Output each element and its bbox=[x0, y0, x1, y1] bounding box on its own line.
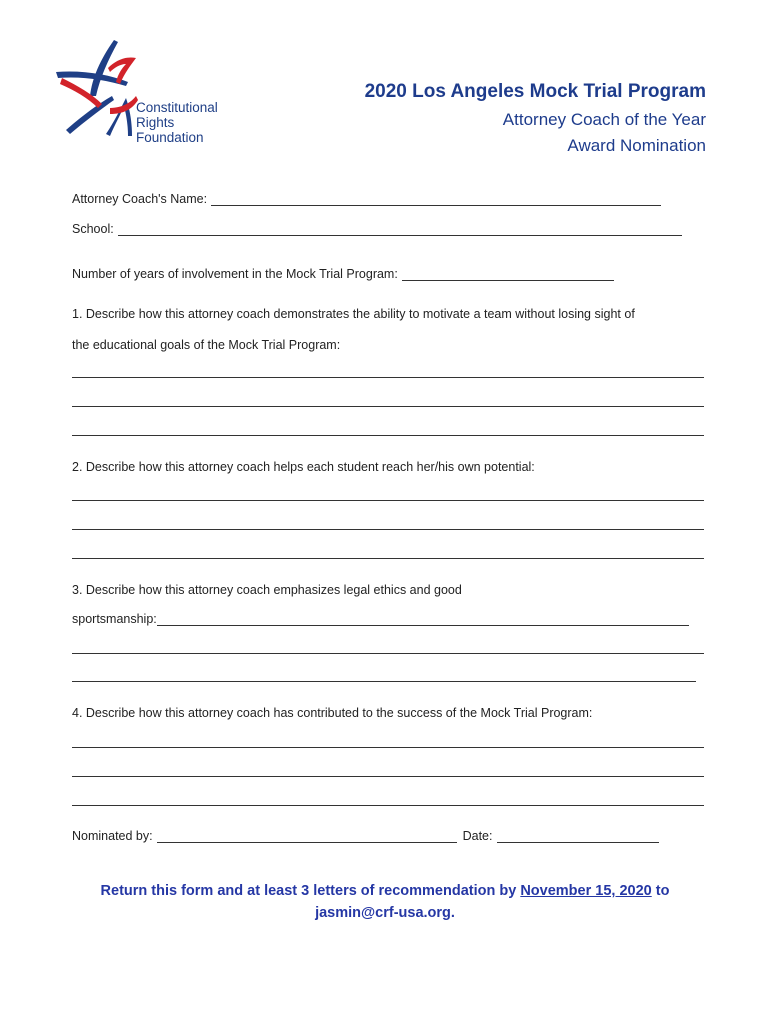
question-1-line-2: the educational goals of the Mock Trial Program: bbox=[72, 338, 341, 352]
answer-2-line-1[interactable] bbox=[72, 500, 704, 501]
nominated-by-label: Nominated by: bbox=[72, 829, 153, 843]
coach-name-field[interactable] bbox=[211, 193, 661, 206]
date-label: Date: bbox=[462, 829, 493, 843]
answer-2-line-2[interactable] bbox=[72, 529, 704, 530]
answer-3-line-3[interactable] bbox=[72, 681, 696, 682]
answer-4-line-3[interactable] bbox=[72, 805, 704, 806]
answer-3-line-1[interactable] bbox=[157, 613, 689, 626]
nominated-by-field[interactable] bbox=[157, 830, 457, 843]
answer-1-line-1[interactable] bbox=[72, 377, 704, 378]
school-label: School: bbox=[72, 222, 114, 236]
question-3-row bbox=[72, 612, 689, 626]
years-label: Number of years of involvement in the Mock Trial Program: bbox=[72, 267, 398, 281]
question-4: 4. Describe how this attorney coach has contributed to the success of the Mock Trial Program: bbox=[72, 706, 593, 720]
answer-1-line-2[interactable] bbox=[72, 406, 704, 407]
question-3-line-1: 3. Describe how this attorney coach emphasizes legal ethics and good bbox=[72, 583, 462, 597]
logo-line-3: Foundation bbox=[136, 130, 204, 145]
footer-text-after: to bbox=[655, 883, 670, 899]
school-row bbox=[72, 222, 682, 236]
page-title: 2020 Los Angeles Mock Trial Program bbox=[364, 81, 706, 102]
years-field[interactable] bbox=[402, 268, 614, 281]
page-subtitle-1: Attorney Coach of the Year bbox=[502, 110, 706, 129]
answer-4-line-2[interactable] bbox=[72, 776, 704, 777]
logo-line-2: Rights bbox=[136, 115, 175, 130]
footer-instructions bbox=[0, 880, 770, 924]
years-row bbox=[72, 267, 614, 281]
question-3-line-2: sportsmanship: bbox=[72, 612, 157, 626]
footer-email[interactable]: jasmin@crf-usa.org. bbox=[315, 905, 455, 921]
question-1-line-1: 1. Describe how this attorney coach demonstrates the ability to motivate a team without losing sight of bbox=[72, 307, 635, 321]
answer-2-line-3[interactable] bbox=[72, 558, 704, 559]
school-field[interactable] bbox=[118, 223, 682, 236]
logo-line-1: Constitutional bbox=[136, 100, 218, 115]
title-block bbox=[365, 80, 706, 159]
coach-name-row bbox=[72, 192, 661, 206]
footer-text-before: Return this form and at least 3 letters of recommendation by bbox=[100, 883, 517, 899]
answer-3-line-2[interactable] bbox=[72, 653, 704, 654]
page-subtitle-2: Award Nomination bbox=[567, 136, 706, 155]
date-field[interactable] bbox=[497, 830, 659, 843]
answer-4-line-1[interactable] bbox=[72, 747, 704, 748]
nominated-by-row bbox=[72, 829, 659, 843]
coach-name-label: Attorney Coach's Name: bbox=[72, 192, 208, 206]
logo-wordmark bbox=[136, 100, 218, 145]
footer-deadline: November 15, 2020 bbox=[520, 883, 652, 899]
question-2: 2. Describe how this attorney coach helps each student reach her/his own potential: bbox=[72, 460, 535, 474]
answer-1-line-3[interactable] bbox=[72, 435, 704, 436]
